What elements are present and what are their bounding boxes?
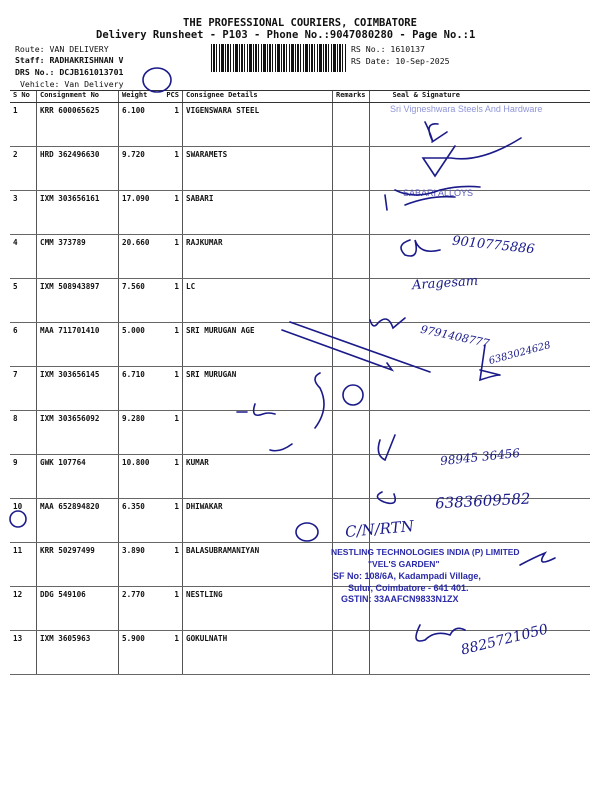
consignment-no: HRD 362496630	[37, 147, 119, 191]
sno: 12	[10, 587, 37, 631]
consignee: GOKULNATH	[183, 631, 333, 675]
pcs: 1	[174, 282, 179, 291]
remarks	[333, 323, 370, 367]
pcs: 1	[174, 502, 179, 511]
consignment-no: IXM 303656145	[37, 367, 119, 411]
stamp-nestling-line5: GSTIN: 33AAFCN9833N1ZX	[341, 594, 459, 604]
pcs: 1	[174, 634, 179, 643]
remarks	[333, 191, 370, 235]
weight: 7.560	[122, 282, 145, 291]
consignee: VIGENSWARA STEEL	[183, 103, 333, 147]
weight-pcs	[119, 367, 183, 411]
pcs: 1	[174, 590, 179, 599]
runsheet-table	[10, 90, 590, 675]
consignment-no: KRR 50297499	[37, 543, 119, 587]
remarks	[333, 235, 370, 279]
remarks	[333, 367, 370, 411]
table-row	[10, 147, 590, 191]
weight: 5.000	[122, 326, 145, 335]
stamp-vigneshwara: Sri Vigneshwara Steels And Hardware	[390, 104, 543, 114]
sno: 5	[10, 279, 37, 323]
seal-signature	[369, 367, 590, 411]
weight-pcs	[119, 411, 183, 455]
sno: 6	[10, 323, 37, 367]
consignee: SABARI	[183, 191, 333, 235]
seal-signature	[369, 279, 590, 323]
consignment-no: MAA 652894820	[37, 499, 119, 543]
company-title: THE PROFESSIONAL COURIERS, COIMBATORE	[183, 17, 417, 29]
weight: 9.720	[122, 150, 145, 159]
handwriting-row13: 8825721050	[459, 621, 550, 659]
weight-pcs	[119, 499, 183, 543]
remarks	[333, 103, 370, 147]
stamp-nestling-line2: "VEL'S GARDEN"	[368, 559, 440, 569]
pcs: 1	[174, 326, 179, 335]
col-remarks: Remarks	[333, 91, 370, 103]
stamp-sabari: SABARI ALLOYS	[403, 188, 474, 198]
remarks	[333, 279, 370, 323]
consignee: DHIWAKAR	[183, 499, 333, 543]
handwriting-row10: 6383609582	[434, 489, 531, 513]
barcode	[211, 44, 347, 72]
consignment-no: DDG 549106	[37, 587, 119, 631]
weight: 6.100	[122, 106, 145, 115]
col-seal: Seal & Signature	[369, 91, 590, 103]
rs-date: RS Date: 10-Sep-2025	[351, 56, 450, 66]
weight: 3.890	[122, 546, 145, 555]
route: Route: VAN DELIVERY	[15, 44, 109, 54]
pcs: 1	[174, 458, 179, 467]
vehicle: Vehicle: Van Delivery	[20, 79, 124, 89]
staff: Staff: RADHAKRISHNAN V	[15, 55, 124, 65]
rs-number: RS No.: 1610137	[351, 44, 425, 54]
consignee: SRI MURUGAN AGE	[183, 323, 333, 367]
consignment-no: IXM 303656092	[37, 411, 119, 455]
col-consignee: Consignee Details	[183, 91, 333, 103]
sno: 10	[10, 499, 37, 543]
consignment-no: GWK 107764	[37, 455, 119, 499]
sno: 7	[10, 367, 37, 411]
weight: 6.710	[122, 370, 145, 379]
sno: 2	[10, 147, 37, 191]
weight: 2.770	[122, 590, 145, 599]
sno: 11	[10, 543, 37, 587]
table-header	[10, 91, 590, 103]
consignment-no: MAA 711701410	[37, 323, 119, 367]
weight-pcs	[119, 235, 183, 279]
weight-pcs	[119, 587, 183, 631]
seal-signature	[369, 411, 590, 455]
consignment-no: IXM 3605963	[37, 631, 119, 675]
consignment-no: KRR 600065625	[37, 103, 119, 147]
runsheet-subtitle: Delivery Runsheet - P103 - Phone No.:9047080280 - Page No.:1	[96, 29, 476, 41]
stamp-nestling-line3: SF No: 108/6A, Kadampadi Village,	[333, 571, 481, 581]
consignment-no: IXM 508943897	[37, 279, 119, 323]
col-sno: S No	[10, 91, 37, 103]
table-row	[10, 191, 590, 235]
handwriting-row4: 9010775886	[451, 233, 536, 258]
consignee: BALASUBRAMANIYAN	[183, 543, 333, 587]
consignee: RAJKUMAR	[183, 235, 333, 279]
weight-pcs	[119, 147, 183, 191]
table-row	[10, 279, 590, 323]
weight-pcs	[119, 631, 183, 675]
sno: 4	[10, 235, 37, 279]
consignee: KUMAR	[183, 455, 333, 499]
seal-signature	[369, 147, 590, 191]
circle-mark-header	[143, 68, 171, 92]
table-row	[10, 587, 590, 631]
weight: 5.900	[122, 634, 145, 643]
consignment-no: IXM 303656161	[37, 191, 119, 235]
handwriting-row6: 9791408777	[419, 322, 491, 351]
consignment-no: CMM 373789	[37, 235, 119, 279]
stamp-nestling-line4: Sulur, Coimbatore - 641 401.	[348, 583, 469, 593]
weight: 9.280	[122, 414, 145, 423]
pcs: 1	[174, 414, 179, 423]
pcs: 1	[174, 194, 179, 203]
pcs: 1	[174, 238, 179, 247]
col-weight-pcs: Weight PCS	[119, 91, 183, 103]
weight-pcs	[119, 455, 183, 499]
weight-pcs	[119, 323, 183, 367]
handwriting-row7: 6383024628	[487, 339, 552, 368]
sno: 3	[10, 191, 37, 235]
pcs: 1	[174, 106, 179, 115]
sno: 8	[10, 411, 37, 455]
weight: 17.090	[122, 194, 150, 203]
col-consignment: Consignment No	[37, 91, 119, 103]
drs-number: DRS No.: DCJB161013701	[15, 67, 124, 77]
weight-pcs	[119, 191, 183, 235]
consignee	[183, 411, 333, 455]
pcs: 1	[174, 546, 179, 555]
sno: 1	[10, 103, 37, 147]
remarks	[333, 455, 370, 499]
table-row	[10, 367, 590, 411]
consignee: NESTLING	[183, 587, 333, 631]
consignee: SRI MURUGAN	[183, 367, 333, 411]
handwriting-row9: 98945 36456	[439, 445, 521, 469]
remarks	[333, 631, 370, 675]
weight: 20.660	[122, 238, 150, 247]
pcs: 1	[174, 370, 179, 379]
weight-pcs	[119, 279, 183, 323]
stamp-nestling-line1: NESTLING TECHNOLOGIES INDIA (P) LIMITED	[331, 547, 520, 557]
weight: 10.800	[122, 458, 150, 467]
pcs: 1	[174, 150, 179, 159]
weight-pcs	[119, 103, 183, 147]
weight: 6.350	[122, 502, 145, 511]
handwriting-row5: Aragesam	[411, 273, 479, 294]
weight-pcs	[119, 543, 183, 587]
handwriting-row11: C/N/RTN	[344, 517, 415, 541]
sno: 9	[10, 455, 37, 499]
remarks	[333, 147, 370, 191]
consignee: LC	[183, 279, 333, 323]
remarks	[333, 411, 370, 455]
sno: 13	[10, 631, 37, 675]
consignee: SWARAMETS	[183, 147, 333, 191]
